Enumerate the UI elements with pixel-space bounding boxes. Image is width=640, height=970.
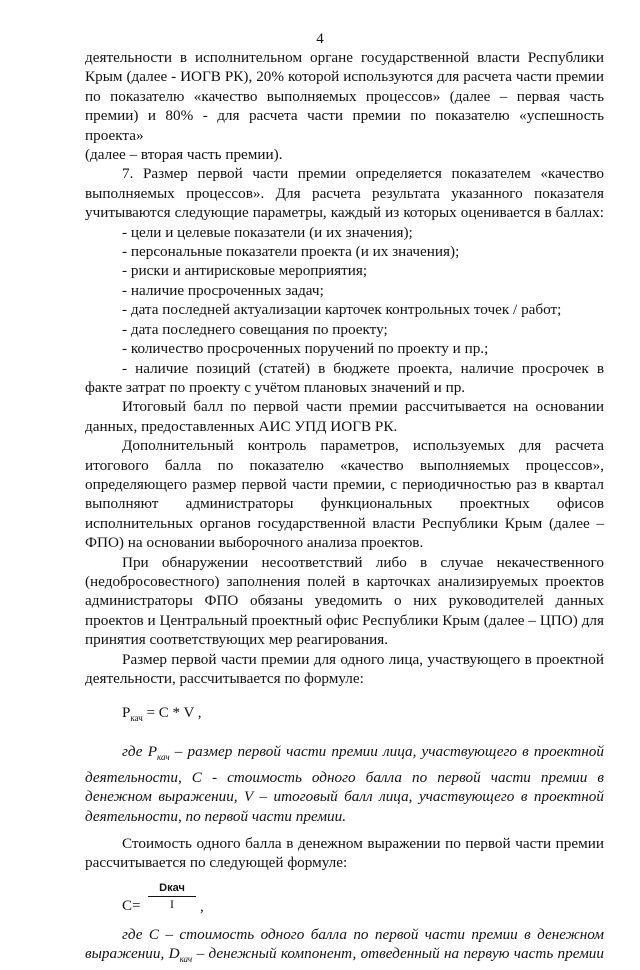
text-line: деятельности, С - стоимость одного балла по первой части премии в: [85, 768, 604, 786]
text-line: итогового балла по показателю «качество выполняемых процессов»,: [85, 456, 604, 474]
list-item: - наличие позиций (статей) в бюджете проекта, наличие просрочек в: [122, 359, 604, 377]
text-fragment: выражении, D: [85, 945, 180, 963]
text-line: денежном выражении, V – итоговый балл лица, участвующего в проектной: [85, 788, 604, 806]
text-line: (далее – вторая часть премии).: [85, 146, 283, 164]
text-line: принятия соответствующих мер реагирования.: [85, 631, 389, 649]
text-line: исполнительных органов государственной власти Республики Крым (далее –: [85, 514, 604, 532]
symbol: где P: [122, 743, 157, 761]
text-line: Итоговый балл по первой части премии рассчитывается на основании: [122, 398, 604, 416]
text-line: выполняют администраторы функциональных проектных офисов: [85, 495, 604, 513]
formula-point-cost: [85, 881, 604, 925]
page-number: 4: [316, 31, 324, 47]
text-line: рассчитывается по следующей формуле:: [85, 854, 348, 872]
text-fragment: – денежный компонент, отведенный на первую часть премии: [192, 945, 604, 963]
formula-lhs: P: [122, 705, 131, 722]
formula-lhs: C=: [122, 897, 141, 914]
list-item: - дата последнего совещания по проекту;: [122, 320, 388, 338]
text-line: При обнаружении несоответствий либо в случае некачественного: [122, 553, 604, 571]
text-line: ФПО) на основании выборочного анализа проектов.: [85, 534, 424, 552]
text-line: деятельности, по первой части премии.: [85, 807, 347, 825]
list-item: - персональные показатели проекта (и их значения);: [122, 243, 460, 261]
list-item: - количество просроченных поручений по проекту и пр.;: [122, 340, 489, 358]
text-line: администраторы ФПО обязаны уведомить о них руководителей данных: [85, 592, 604, 610]
text-line: по показателю «качество выполняемых процессов» (далее – первая часть: [85, 87, 604, 105]
text-line: где С – стоимость одного балла по первой части премии в денежном: [122, 925, 604, 943]
text-line: Размер первой части премии для одного лица, участвующего в проектной: [122, 650, 604, 668]
list-item: - риски и антирисковые мероприятия;: [122, 262, 368, 280]
text-line: (недобросовестного) заполнения полей в карточках анализируемых проектов: [85, 572, 604, 590]
formula-tail: ,: [200, 897, 204, 915]
text-line: Дополнительный контроль параметров, используемых для расчета: [122, 437, 604, 455]
text-line: деятельности, рассчитывается по формуле:: [85, 670, 364, 687]
formula-rhs: = C * V ,: [142, 705, 202, 722]
text-line: премии) и 80% - для расчета части премии по показателю «успешность проекта»: [85, 107, 604, 144]
text-line: Крым (далее - ИОГВ РК), 20% которой используются для расчета части премии: [85, 68, 604, 86]
text-line: деятельности в исполнительном органе государственной власти Республики: [85, 49, 604, 66]
list-item: - цели и целевые показатели (и их значения);: [122, 223, 413, 241]
text-line: определяющего размер первой части премии, с периодичностью раз в квартал: [85, 475, 604, 493]
list-item: - дата последней актуализации карточек контрольных точек / работ;: [122, 301, 562, 319]
text-line: факте затрат по проекту с учётом плановых значений и пр.: [85, 378, 466, 396]
text-line: учитываются следующие параметры, каждый из которых оценивается в баллах:: [85, 204, 604, 222]
symbol-subscript: кач: [156, 752, 170, 763]
text-line: выполняемых процессов». Для расчета результата указанного показателя: [85, 184, 604, 202]
list-item: - наличие просроченных задач;: [122, 281, 324, 299]
fraction-numerator: Dкач: [148, 881, 196, 897]
text-line: данных, предоставленных АИС УПД ИОГВ РК.: [85, 417, 398, 435]
document-body: [85, 48, 604, 970]
text-line: Стоимость одного балла в денежном выражении по первой части премии: [122, 835, 604, 853]
formula-lhs-subscript: кач: [130, 713, 143, 724]
text-line: 7. Размер первой части премии определяется показателем «качество: [122, 165, 604, 183]
text-line: [85, 944, 604, 969]
text-fragment: – размер первой части премии лица, участвующего в проектной: [169, 743, 604, 761]
fraction-denominator: I: [170, 896, 174, 911]
text-line: [85, 742, 604, 767]
formula-premium: [122, 704, 604, 726]
fraction: [148, 881, 196, 911]
symbol-subscript: кач: [179, 954, 193, 965]
text-line: проектов и Центральный проектный офис Республики Крым (далее – ЦПО) для: [85, 611, 604, 629]
